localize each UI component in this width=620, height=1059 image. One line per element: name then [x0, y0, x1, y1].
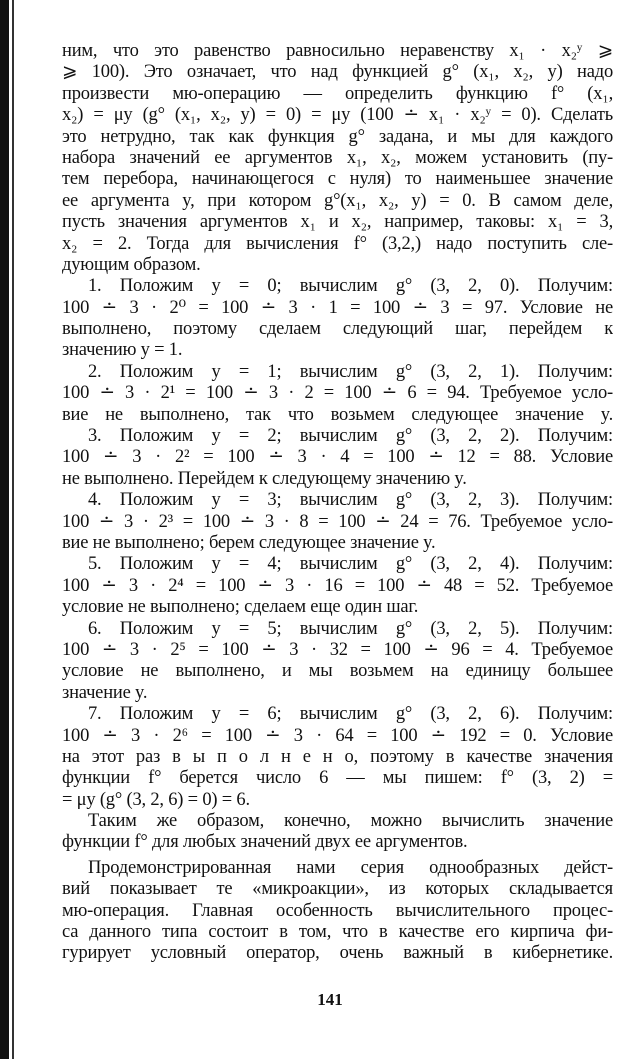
- text-line: произвести мю-операцию — определить функцию f° (x₁,: [62, 83, 613, 104]
- text-line: 100 ∸ 3 · 2⁴ = 100 ∸ 3 · 16 = 100 ∸ 48 = 52. Требуемое: [62, 575, 613, 596]
- page-body-text: [62, 41, 613, 965]
- text-line: ним, что это равенство равносильно неравенству x₁ · x₂ʸ ⩾: [62, 41, 613, 61]
- text-line: это нетрудно, так как функция g° задана, и мы для каждого: [62, 126, 613, 147]
- text-line: функции f° берется число 6 — мы пишем: f° (3, 2) =: [62, 768, 613, 789]
- text-line: Продемонстрированная нами серия однообразных дейст-: [88, 857, 613, 878]
- text-line: тем перебора, начинающегося с нуля) то наименьшее значение: [62, 169, 613, 190]
- page-number: 141: [317, 990, 343, 1009]
- text-line: вий показывает те «микроакции», из которых складывается: [62, 879, 613, 900]
- text-line: на этот раз в ы п о л н е н о, поэтому в качестве значения: [62, 746, 613, 767]
- text-line: 100 ∸ 3 · 2⁰ = 100 ∸ 3 · 1 = 100 ∸ 3 = 97. Условие не: [62, 297, 613, 318]
- text-line: 6. Положим y = 5; вычислим g° (3, 2, 5). Получим:: [88, 618, 613, 639]
- text-line: не выполнено. Перейдем к следующему значению y.: [62, 468, 467, 489]
- text-line: пусть значения аргументов x₁ и x₂, например, таковы: x₁ = 3,: [62, 212, 613, 233]
- text-line: 1. Положим y = 0; вычислим g° (3, 2, 0). Получим:: [88, 276, 613, 297]
- text-line: 3. Положим y = 2; вычислим g° (3, 2, 2). Получим:: [88, 426, 613, 447]
- text-line: значению y = 1.: [62, 340, 183, 361]
- text-line: мю-операция. Главная особенность вычислительного процес-: [62, 900, 613, 921]
- text-line: выполнено, поэтому сделаем следующий шаг, перейдем к: [62, 319, 613, 340]
- text-line: ее аргумента y, при котором g°(x₁, x₂, y) = 0. В самом деле,: [62, 190, 613, 211]
- text-line: 100 ∸ 3 · 2¹ = 100 ∸ 3 · 2 = 100 ∸ 6 = 94. Требуемое усло-: [62, 383, 613, 404]
- text-line: условие не выполнено, и мы возьмем на единицу большее: [62, 661, 613, 682]
- text-line: 2. Положим y = 1; вычислим g° (3, 2, 1). Получим:: [88, 361, 613, 382]
- text-line: x₂ = 2. Тогда для вычисления f° (3,2,) надо поступить сле-: [62, 233, 613, 254]
- text-line: гурирует условный оператор, очень важный в кибернетике.: [62, 943, 613, 964]
- text-line: вие не выполнено; берем следующее значение y.: [62, 532, 436, 553]
- text-line: x₂) = μy (g° (x₁, x₂, y) = 0) = μy (100 ∸ x₁ · x₂ʸ = 0). Сделать: [62, 105, 613, 126]
- text-line: значение y.: [62, 682, 148, 703]
- text-line: 100 ∸ 3 · 2³ = 100 ∸ 3 · 8 = 100 ∸ 24 = 76. Требуемое усло-: [62, 511, 613, 532]
- text-line: условие не выполнено; сделаем еще один шаг.: [62, 597, 419, 618]
- page-binding-edge: [0, 0, 9, 1059]
- text-line: функции f° для любых значений двух ее аргументов.: [62, 832, 468, 853]
- text-line: 4. Положим y = 3; вычислим g° (3, 2, 3). Получим:: [88, 490, 613, 511]
- text-line: = μy (g° (3, 2, 6) = 0) = 6.: [62, 789, 250, 810]
- text-line: Таким же образом, конечно, можно вычислить значение: [88, 811, 613, 832]
- text-line: ⩾ 100). Это означает, что над функцией g° (x₁, x₂, y) надо: [62, 62, 613, 83]
- text-line: набора значений ее аргументов x₁, x₂, можем установить (пу-: [62, 147, 613, 168]
- text-line: вие не выполнено, так что возьмем следующее значение y.: [62, 404, 613, 425]
- text-line: 5. Положим y = 4; вычислим g° (3, 2, 4). Получим:: [88, 554, 613, 575]
- text-line: дующим образом.: [62, 254, 201, 275]
- text-line: 100 ∸ 3 · 2⁵ = 100 ∸ 3 · 32 = 100 ∸ 96 = 4. Требуемое: [62, 639, 613, 660]
- text-line: 100 ∸ 3 · 2² = 100 ∸ 3 · 4 = 100 ∸ 12 = 88. Условие: [62, 447, 613, 468]
- text-line: са данного типа состоит в том, что в качестве его кирпича фи-: [62, 922, 613, 943]
- page-binding-line: [12, 0, 14, 1059]
- text-line: 100 ∸ 3 · 2⁶ = 100 ∸ 3 · 64 = 100 ∸ 192 = 0. Условие: [62, 725, 613, 746]
- text-line: 7. Положим y = 6; вычислим g° (3, 2, 6). Получим:: [88, 704, 613, 725]
